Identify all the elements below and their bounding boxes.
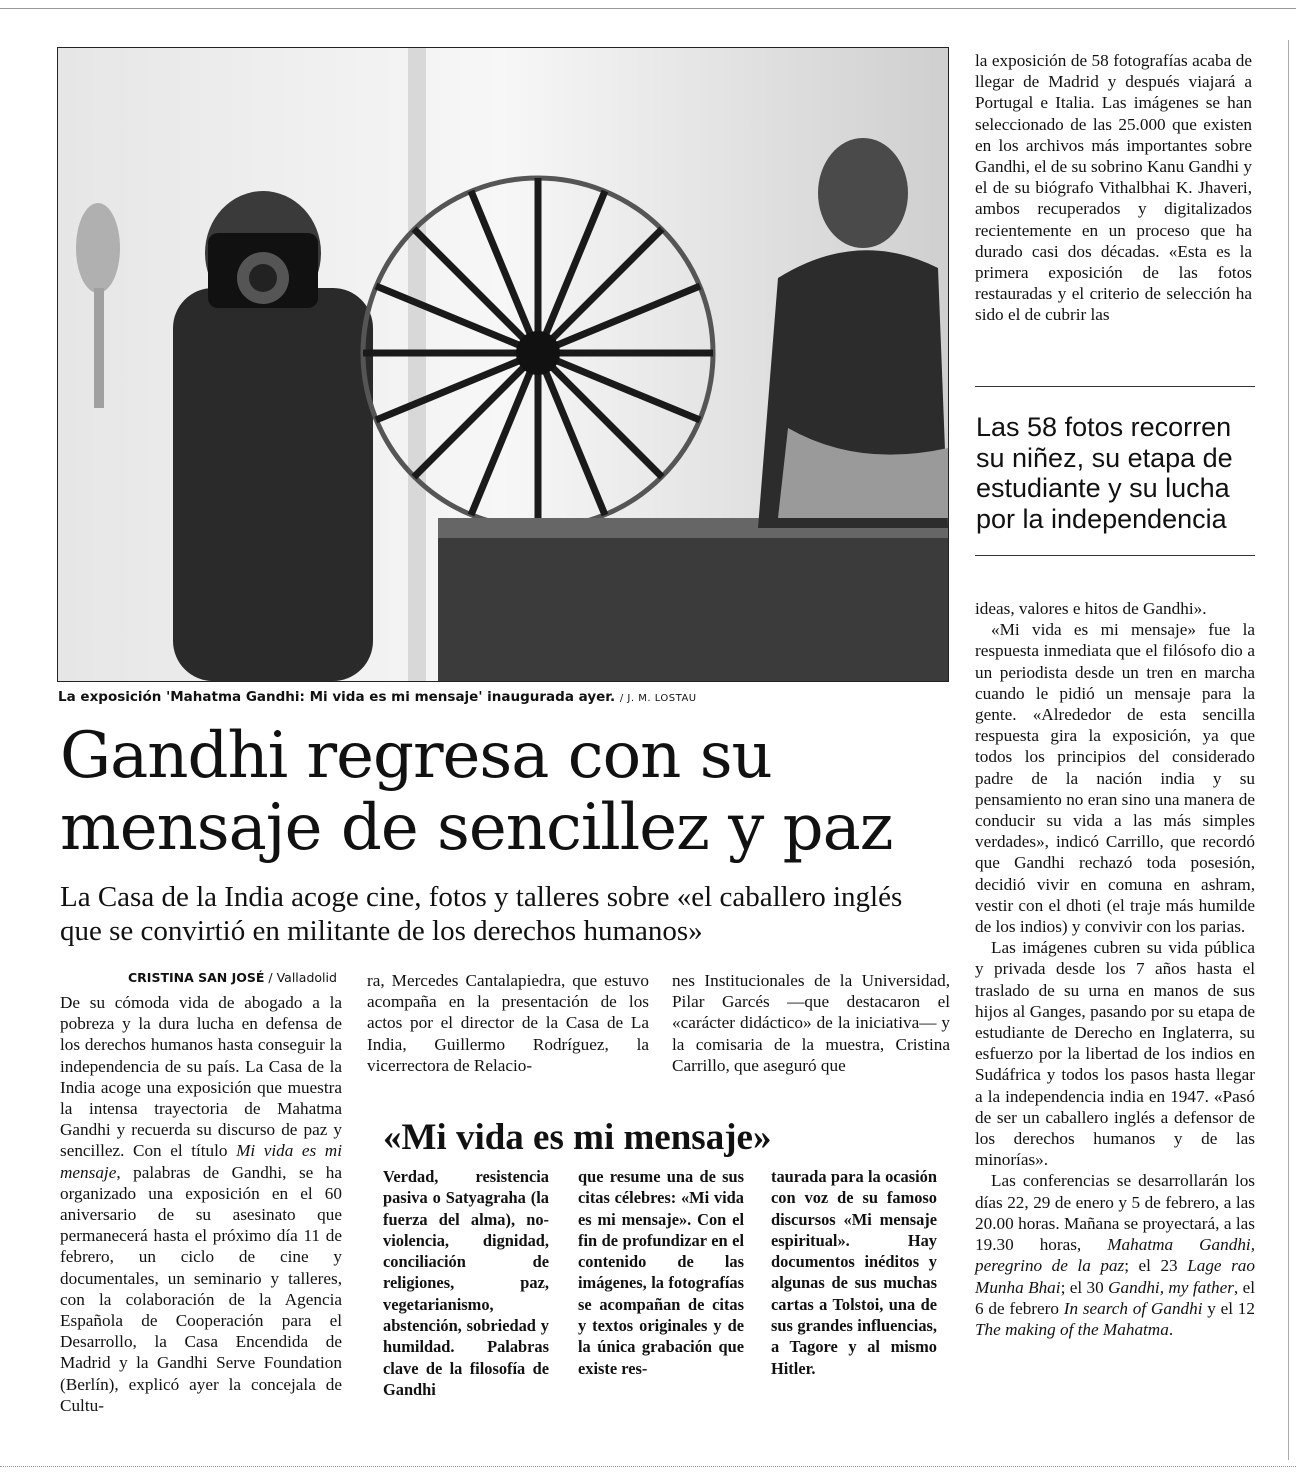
- body-column-3: nes Institucionales de la Universidad, Pilar Garcés —que destacaron el «carácter didáctico» de la iniciativa— y la comisaria de la muestra, Cristina Carrillo, que aseguró que: [672, 971, 950, 1075]
- photo-credit: / J. M. LOSTAU: [619, 693, 697, 704]
- right-p4-d: , el 6 de febrero: [975, 1277, 1256, 1318]
- film-title-5: The making of the Mahatma: [975, 1319, 1169, 1339]
- subheadline: La Casa de la India acoge cine, fotos y talleres sobre «el caballero inglés que se convirtió en militante de los derechos humanos»: [60, 881, 903, 947]
- boxout-column-3: taurada para la ocasión con voz de su famoso discursos «Mi mensaje espiritual». Hay documentos inéditos y algunas de sus muchas cartas a Tolstoi, una de sus grandes influencias, a Tagore y al mismo Hitler.: [771, 1167, 937, 1378]
- headline-line-2: mensaje de sencillez y paz: [60, 791, 893, 865]
- film-title-2: Lage rao Munha Bhai: [975, 1256, 1255, 1297]
- byline-place: / Valladolid: [264, 970, 337, 985]
- right-p4-b: ; el 23: [1124, 1256, 1188, 1276]
- bottom-rule: [0, 1466, 1296, 1467]
- caption-text: La exposición 'Mahatma Gandhi: Mi vida es mi mensaje' inaugurada ayer.: [58, 689, 616, 705]
- right-paragraph-2: «Mi vida es mi mensaje» fue la respuesta inmediata que el filósofo dio a un periodista desde un tren en marcha cuando le pidió un mensaje para la gente. «Alrededor de esta sencilla respuesta gira la exposición, ya que todos los principios del considerado padre de la nación india y su pensamiento no eran sino una manera de conducir su vida a las más simples verdades», indicó Carrillo, que recordó que Gandhi rechazó toda posesión, decidió vivir en comuna en ashram, vestir con el dhoti (el traje más humilde de los indios) y convivir con los parias.: [975, 620, 1255, 937]
- body-column-2: ra, Mercedes Cantalapiedra, que estuvo acompaña en la presentación de los actos por el director de la Casa de La India, Guillermo Rodríguez, la vicerrectora de Relacio-: [367, 971, 649, 1075]
- right-column-top: la exposición de 58 fotografías acaba de llegar de Madrid y después viajará a Portugal e Italia. Las imágenes se han seleccionado de las 25.000 que existen en los archivos más importantes sobre Gandhi, el de su sobrino Kanu Gandhi y el de su biógrafo Vithalbhai K. Jhaveri, ambos recuperados y digitalizados recientemente en un proceso que ha durado casi dos décadas. «Esta es la primera exposición de las fotos restauradas y el criterio de selección ha sido el de cubrir las: [975, 51, 1252, 325]
- byline: [128, 970, 337, 985]
- body-column-1: [60, 992, 342, 1416]
- film-title-4: In search of Gandhi: [1063, 1298, 1203, 1318]
- boxout-title: «Mi vida es mi mensaje»: [383, 1117, 772, 1158]
- right-margin-rule: [1288, 40, 1289, 1460]
- right-column-bottom: [975, 598, 1255, 1340]
- headline-line-1: Gandhi regresa con su: [60, 719, 772, 793]
- right-paragraph-4: [975, 1170, 1255, 1340]
- byline-author: CRISTINA SAN JOSÉ: [128, 970, 265, 985]
- quote-rule-top: [975, 386, 1255, 387]
- right-paragraph-3: Las imágenes cubren su vida pública y privada desde los 7 años hasta el traslado de su urna en manos de sus hijos al Ganges, pasando por su etapa de estudiante de Derecho en Inglaterra, su esfuerzo por la libertad de los indios en Sudáfrica y todos los pasos hasta llegar a la independencia india en 1947. «Pasó de ser un caballero inglés a defensor de los derechos humanos y de las minorías».: [975, 938, 1255, 1170]
- right-p4-e: y el 12: [1202, 1298, 1255, 1318]
- right-paragraph-1: ideas, valores e hitos de Gandhi».: [975, 599, 1207, 618]
- photo-caption: [58, 689, 948, 705]
- body-col1-b: , palabras de Gandhi, se ha organizado una exposición en el 60 aniversario de su asesinato que permanecerá hasta el próximo día 11 de febrero, un ciclo de cine y documentales, un seminario y talleres, con la colaboración de la Agencia Española de Cooperación para el Desarrollo, la Casa Encendida de Madrid y la Gandhi Serve Foundation (Berlín), explicó ayer la concejala de Cultu-: [60, 1162, 342, 1415]
- body-col1-title: Mi vida es mi mensaje: [60, 1141, 342, 1182]
- quote-rule-bottom: [975, 555, 1255, 556]
- boxout-column-2: que resume una de sus citas célebres: «Mi vida es mi mensaje». Con el fin de profundizar en el contenido de las imágenes, la fotografías se acompañan de citas y textos originales y de la única grabación que existe res-: [578, 1167, 744, 1378]
- film-title-3: Gandhi, my father: [1108, 1277, 1234, 1297]
- side-quote: Las 58 fotos recorren su niñez, su etapa de estudiante y su lucha por la independencia: [976, 412, 1233, 534]
- top-rule: [0, 8, 1296, 9]
- right-p4-c: ; el 30: [1060, 1277, 1109, 1297]
- right-p4-a: Las conferencias se desarrollarán los días 22, 29 de enero y 5 de febrero, a las 20.00 horas. Mañana se proyectará, a las 19.30 horas,: [975, 1171, 1255, 1255]
- exhibition-photo: [57, 47, 949, 682]
- body-col1-a: De su cómoda vida de abogado a la pobreza y la dura lucha en defensa de los derechos humanos hasta conseguir la independencia de su país. La Casa de la India acoge una exposición que muestra la intensa trayectoria de Mahatma Gandhi y recuerda su discurso de paz y sencillez. Con el título: [60, 993, 342, 1161]
- right-p4-f: .: [1168, 1319, 1174, 1339]
- headline: [60, 720, 950, 864]
- boxout-column-1: Verdad, resistencia pasiva o Satyagraha (la fuerza del alma), no-violencia, dignidad, conciliación de religiones, paz, vegetarianismo, abstención, sobriedad y humildad. Palabras clave de la filosofía de Gandhi: [383, 1167, 549, 1399]
- film-title-1: Mahatma Gandhi, peregrino de la paz: [975, 1235, 1255, 1276]
- photo-exhibition-icon: [58, 48, 948, 681]
